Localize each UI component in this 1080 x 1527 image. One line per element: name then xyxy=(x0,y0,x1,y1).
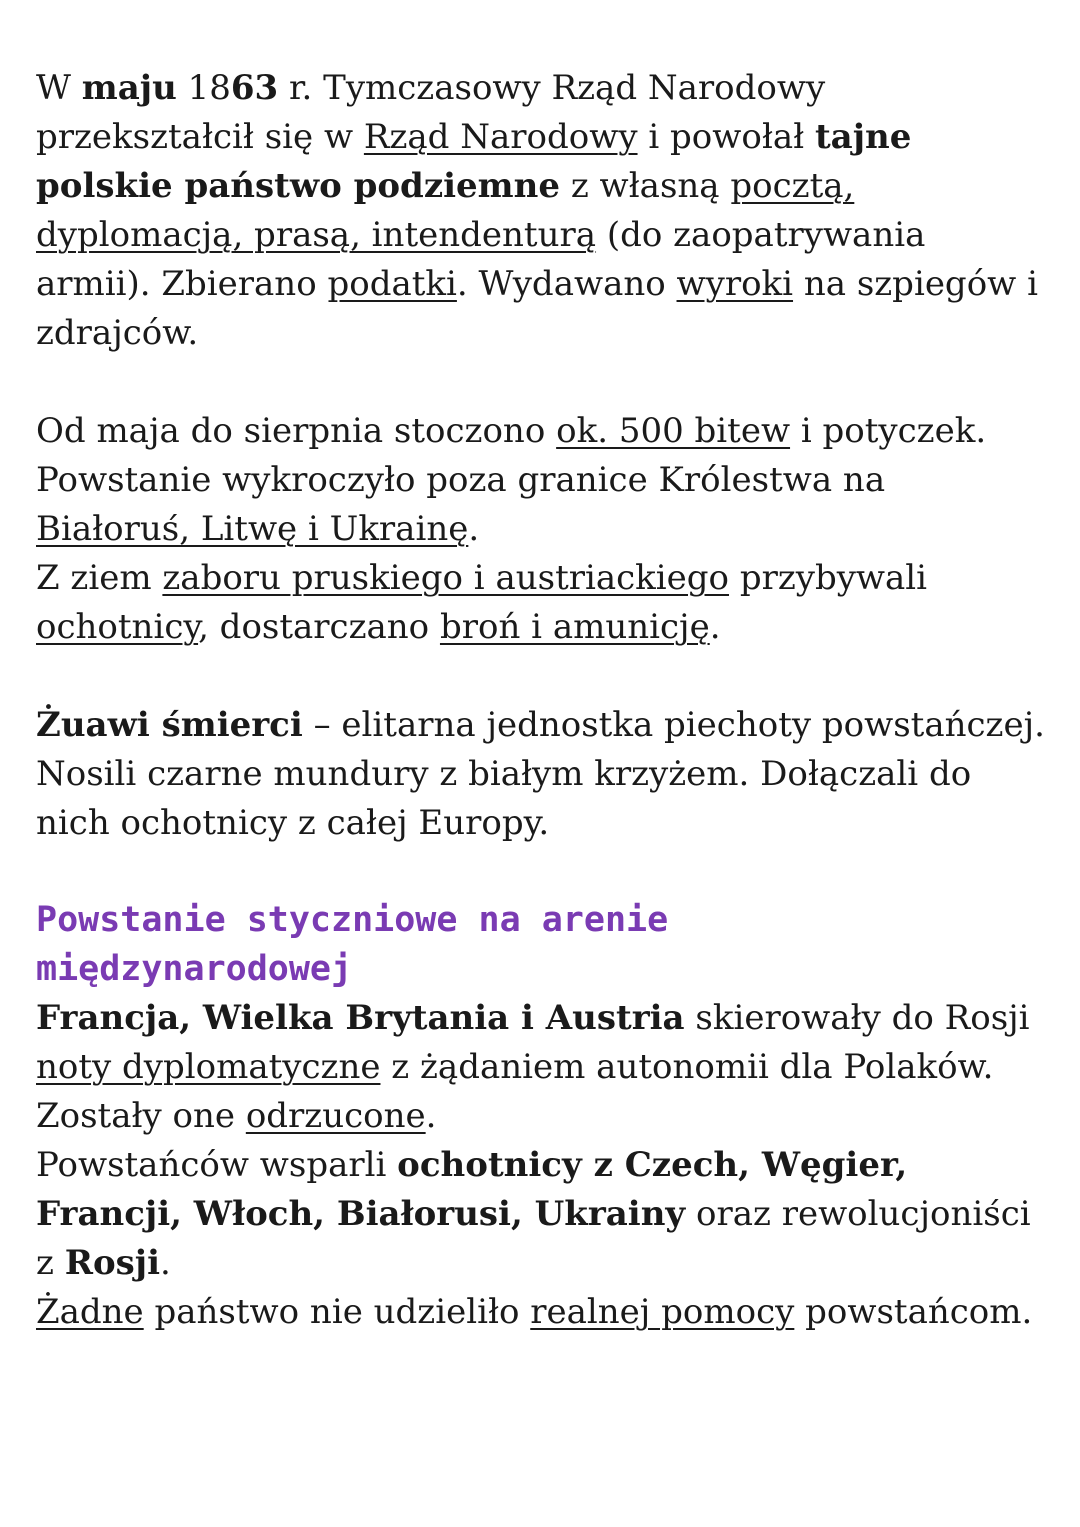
underlined-text: noty dyplomatyczne xyxy=(36,1047,381,1087)
section-heading xyxy=(36,896,1046,994)
underlined-text: broń i amunicję xyxy=(439,607,710,647)
paragraph-volunteers xyxy=(36,554,1046,652)
bold-text: Żuawi śmierci xyxy=(36,705,303,745)
underlined-text: Żadne xyxy=(36,1292,144,1332)
underlined-text: realnej pomocy xyxy=(530,1292,795,1332)
paragraph-diplomatic-notes xyxy=(36,994,1046,1141)
text-run: państwo nie udzieliło xyxy=(143,1292,531,1332)
text-run: r. Tymczasowy Rząd Narodowy przekształcił się w xyxy=(36,68,826,157)
text-run: . xyxy=(468,509,480,549)
text-run: z żądaniem autonomii dla Polaków. Zostały one xyxy=(36,1047,994,1136)
spacer xyxy=(36,848,1046,896)
text-run: Od maja do sierpnia stoczono xyxy=(36,411,557,451)
bold-text: maju xyxy=(81,68,177,108)
paragraph-national-government xyxy=(36,64,1046,358)
text-run: . xyxy=(709,607,721,647)
text-run: – elitarna jednostka piechoty powstańczej. Nosili czarne mundury z białym krzyżem. Dołączali do nich ochotnicy z całej Europy. xyxy=(36,705,1045,843)
underlined-text: odrzucone xyxy=(245,1096,426,1136)
text-run: z własną xyxy=(560,166,731,206)
spacer xyxy=(36,358,1046,407)
text-run: . Wydawano xyxy=(456,264,677,304)
text-run: . xyxy=(425,1096,437,1136)
bold-text: tajne polskie państwo podziemne xyxy=(36,117,912,206)
section-heading-line-1: Powstanie styczniowe na arenie xyxy=(36,900,669,940)
text-run: Powstańców wsparli xyxy=(36,1145,398,1185)
text-run: na szpiegów i zdrajców. xyxy=(36,264,1038,353)
bold-text: 63 xyxy=(230,68,279,108)
section-heading-line-2: międzynarodowej xyxy=(36,949,353,989)
underlined-text: zaboru pruskiego i austriackiego xyxy=(162,558,730,598)
text-run: Z ziem xyxy=(36,558,163,598)
paragraph-foreign-volunteers xyxy=(36,1141,1046,1288)
paragraph-no-help xyxy=(36,1288,1046,1337)
text-run: przybywali xyxy=(729,558,928,598)
text-run: W xyxy=(36,68,82,108)
underlined-text: wyroki xyxy=(676,264,794,304)
text-run: i powołał xyxy=(637,117,815,157)
note-page xyxy=(36,64,1046,1337)
text-run: skierowały do Rosji xyxy=(684,998,1030,1038)
paragraph-battles xyxy=(36,407,1046,554)
underlined-text: Białoruś, Litwę i Ukrainę xyxy=(36,509,469,549)
underlined-text: ok. 500 bitew xyxy=(556,411,791,451)
spacer xyxy=(36,652,1046,701)
text-run: (do zaopatrywania armii). Zbierano xyxy=(36,215,926,304)
underlined-text: pocztą, dyplomacją, prasą, intendenturą xyxy=(36,166,855,255)
text-run: , dostarczano xyxy=(198,607,440,647)
text-run: powstańcom. xyxy=(794,1292,1033,1332)
underlined-text: Rząd Narodowy xyxy=(363,117,638,157)
text-run: oraz rewolucjoniści z xyxy=(36,1194,1031,1283)
underlined-text: podatki xyxy=(327,264,457,304)
underlined-text: ochotnicy xyxy=(36,607,199,647)
text-run: 18 xyxy=(176,68,231,108)
paragraph-zouaves xyxy=(36,701,1046,848)
bold-text: ochotnicy z Czech, Węgier, Francji, Włoch, Białorusi, Ukrainy xyxy=(36,1145,908,1234)
bold-text: Francja, Wielka Brytania i Austria xyxy=(36,998,685,1038)
text-run: . xyxy=(160,1243,171,1283)
bold-text: Rosji xyxy=(64,1243,161,1283)
text-run: i potyczek. Powstanie wykroczyło poza granice Królestwa na xyxy=(36,411,987,500)
